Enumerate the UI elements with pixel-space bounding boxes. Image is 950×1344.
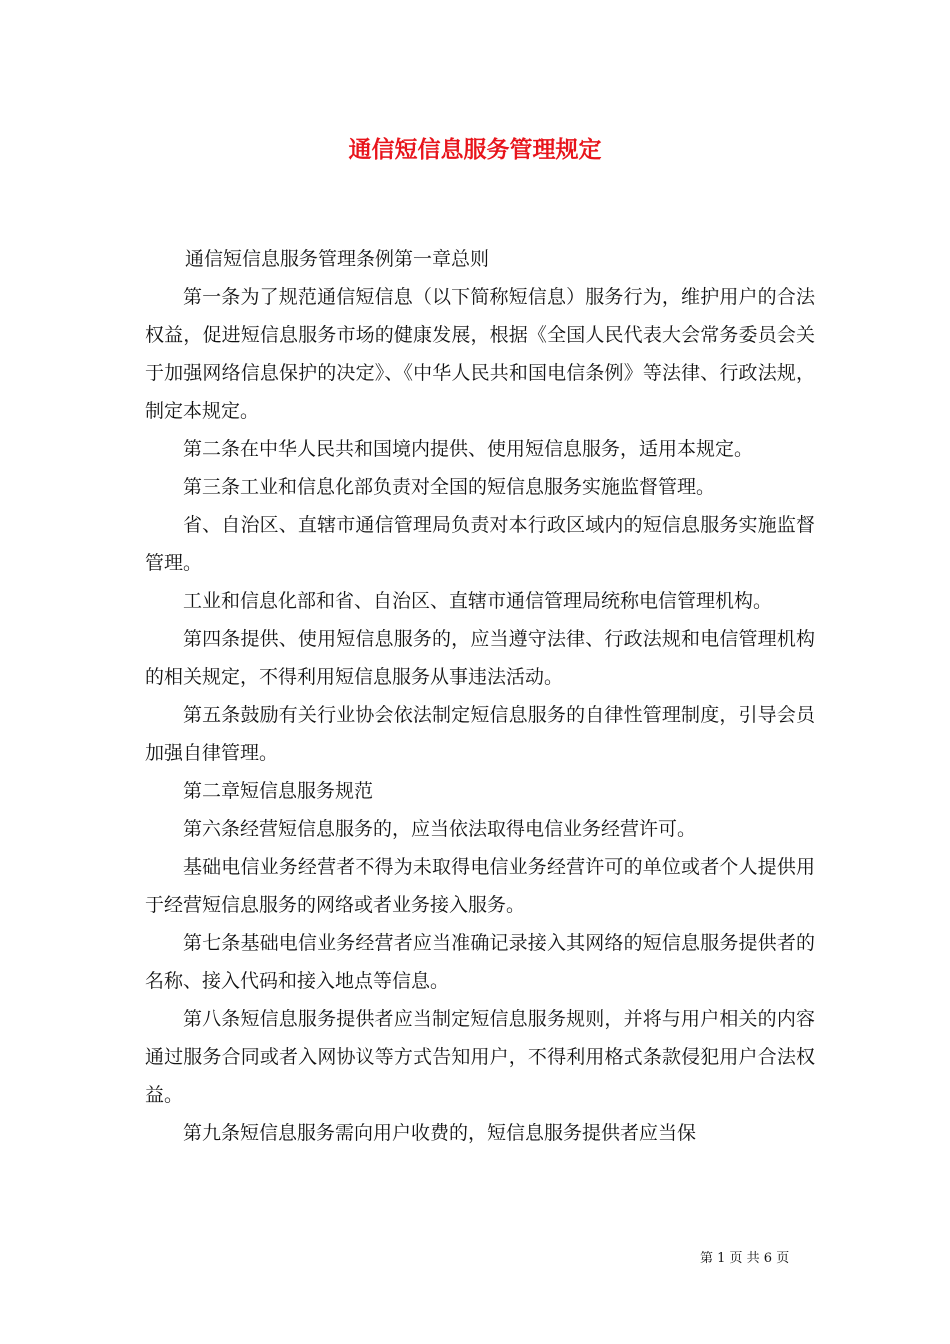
paragraph: 通信短信息服务管理条例第一章总则 [185, 248, 490, 270]
paragraph: 省、自治区、直辖市通信管理局负责对本行政区域内的短信息服务实施监督管理。 [145, 514, 815, 574]
paragraph: 第五条鼓励有关行业协会依法制定短信息服务的自律性管理制度，引导会员加强自律管理。 [145, 704, 815, 764]
paragraph: 第八条短信息服务提供者应当制定短信息服务规则，并将与用户相关的内容通过服务合同或者入网协议等方式告知用户，不得利用格式条款侵犯用户合法权益。 [145, 1008, 815, 1106]
document-body [145, 240, 815, 1152]
paragraph: 工业和信息化部和省、自治区、直辖市通信管理局统称电信管理机构。 [183, 590, 773, 612]
paragraph: 第四条提供、使用短信息服务的，应当遵守法律、行政法规和电信管理机构的相关规定，不得利用短信息服务从事违法活动。 [145, 628, 815, 688]
paragraph: 第六条经营短信息服务的，应当依法取得电信业务经营许可。 [183, 818, 697, 840]
paragraph: 第九条短信息服务需向用户收费的，短信息服务提供者应当保 [183, 1122, 697, 1144]
paragraph: 第二条在中华人民共和国境内提供、使用短信息服务，适用本规定。 [183, 438, 754, 460]
paragraph: 第二章短信息服务规范 [183, 780, 374, 802]
paragraph: 第一条为了规范通信短信息（以下简称短信息）服务行为，维护用户的合法权益，促进短信息服务市场的健康发展，根据《全国人民代表大会常务委员会关于加强网络信息保护的决定》、《中华人民共和国电信条例》等法律、行政法规，制定本规定。 [145, 286, 815, 422]
document-title: 通信短信息服务管理规定 [348, 136, 602, 163]
paragraph: 基础电信业务经营者不得为未取得电信业务经营许可的单位或者个人提供用于经营短信息服务的网络或者业务接入服务。 [145, 856, 815, 916]
paragraph: 第三条工业和信息化部负责对全国的短信息服务实施监督管理。 [183, 476, 716, 498]
page-number-footer: 第 1 页 共 6 页 [700, 1251, 790, 1266]
paragraph: 第七条基础电信业务经营者应当准确记录接入其网络的短信息服务提供者的名称、接入代码和接入地点等信息。 [145, 932, 815, 992]
